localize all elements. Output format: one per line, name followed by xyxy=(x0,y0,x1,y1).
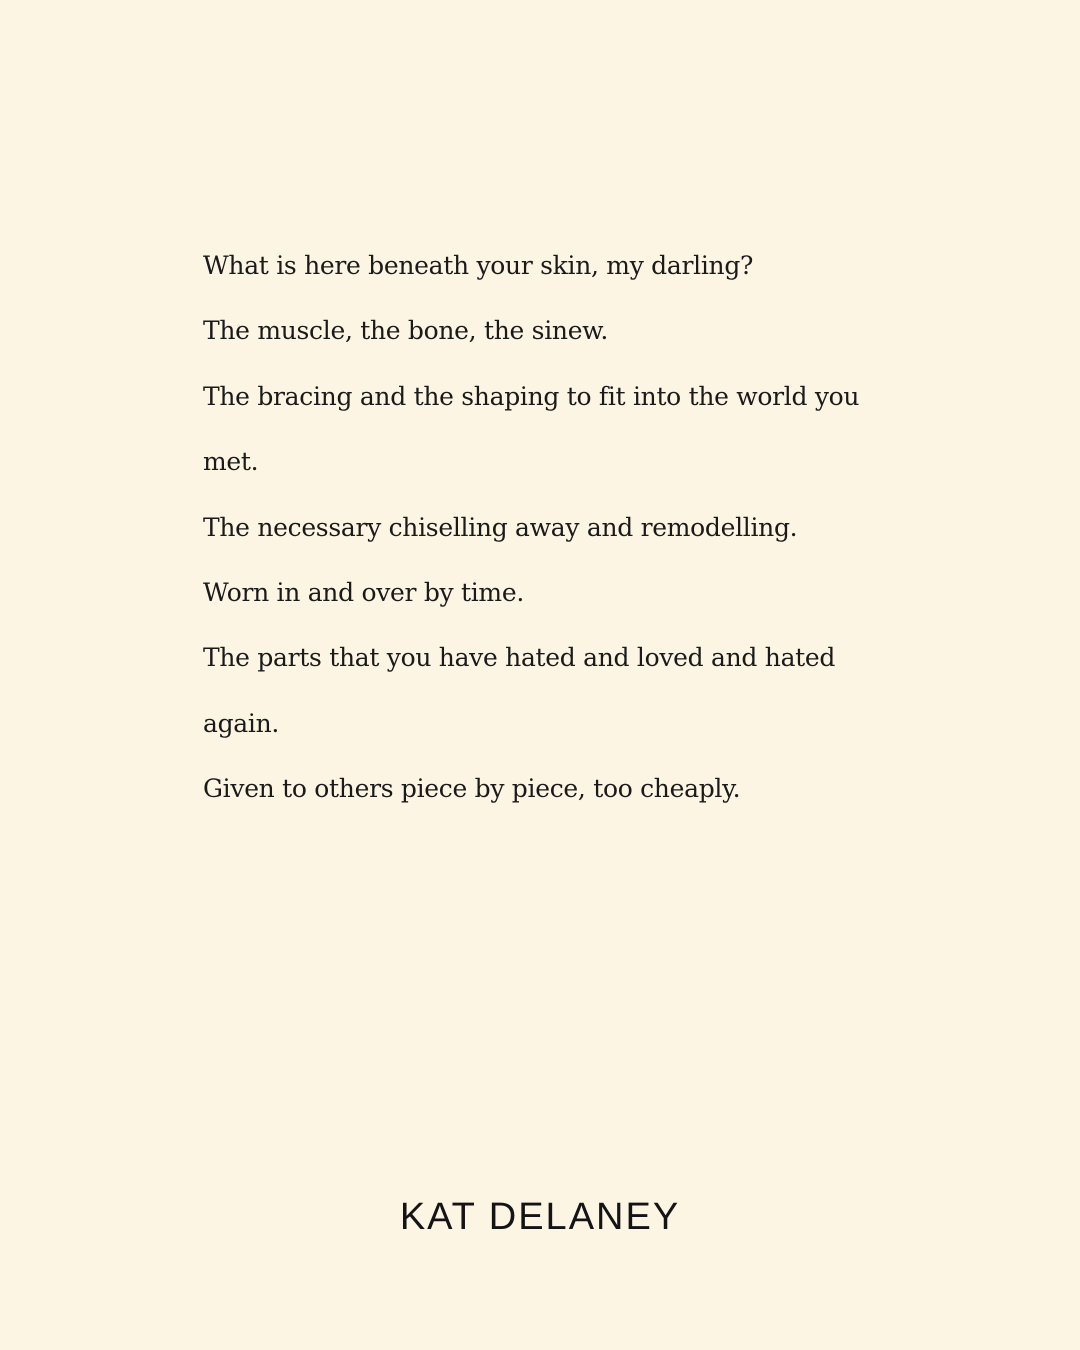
poem-line: Given to others piece by piece, too cheaply. xyxy=(203,774,741,804)
poem-line: What is here beneath your skin, my darling? xyxy=(203,251,754,280)
poem-line: Worn in and over by time. xyxy=(203,578,524,608)
poem-line: The parts that you have hated and loved and hated xyxy=(203,643,836,673)
poem-line: The necessary chiselling away and remodelling. xyxy=(203,512,798,542)
poem-text xyxy=(203,233,883,822)
poem-line: The bracing and the shaping to fit into the world you xyxy=(203,381,860,411)
author-name: KAT DELANEY xyxy=(399,1196,681,1238)
poem-line: again. xyxy=(203,708,280,738)
poem-line: The muscle, the bone, the sinew. xyxy=(203,316,608,346)
poem-line: met. xyxy=(203,447,259,477)
